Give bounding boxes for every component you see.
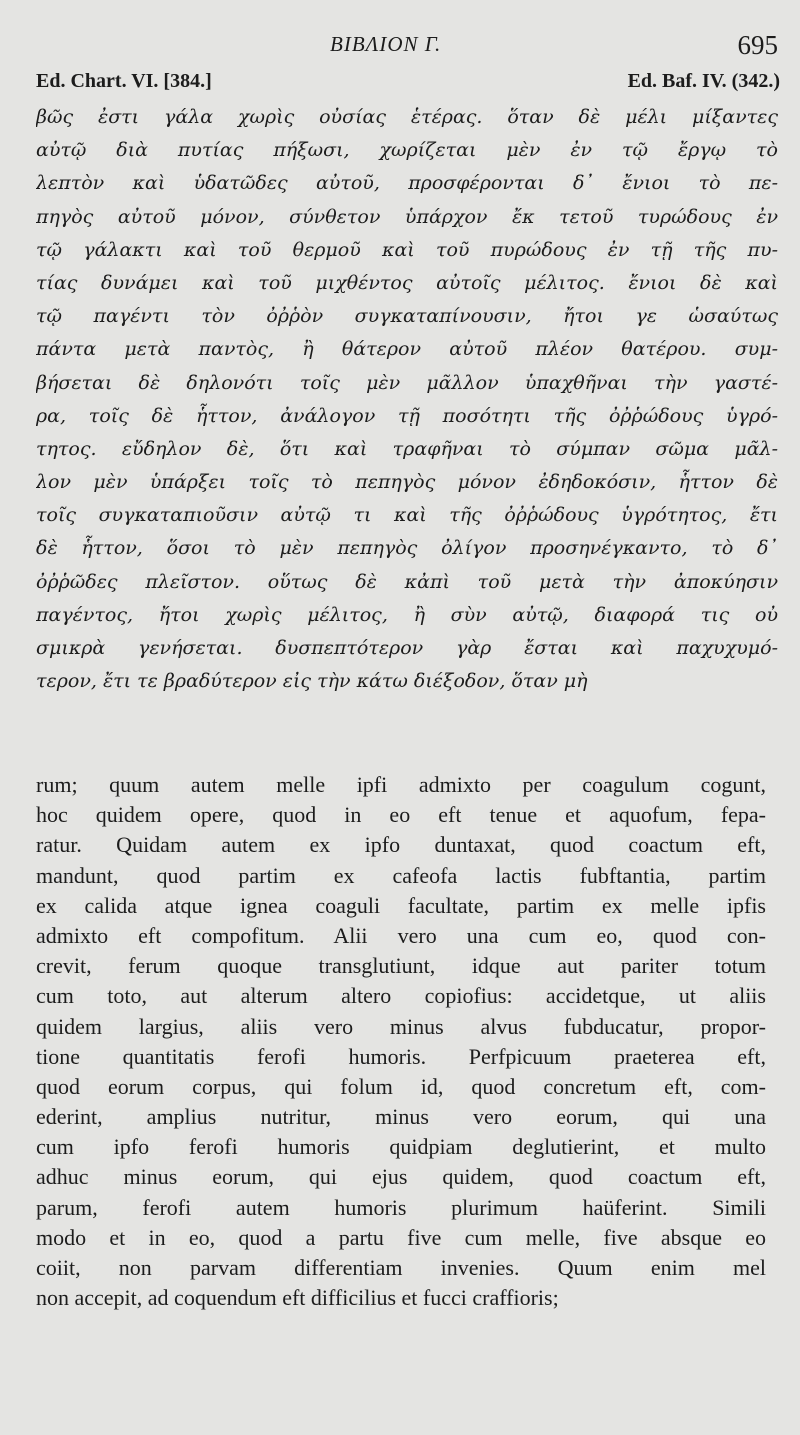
greek-text-line: τῷ παγέντι τὸν ὀῤῥὸν συγκαταπίνουσιν, ἤτοι γε ὡσαύτως bbox=[36, 305, 778, 328]
latin-text-line: hoc quidem opere, quod in eo eft tenue et aquofum, fepa- bbox=[36, 802, 766, 828]
latin-text-line: ratur. Quidam autem ex ipfo duntaxat, quod coactum eft, bbox=[36, 832, 766, 858]
latin-text-line: coiit, non parvam differentiam invenies. Quum enim mel bbox=[36, 1255, 766, 1280]
greek-text-line: βῶς ἐστι γάλα χωρὶς οὐσίας ἑτέρας. ὅταν δὲ μέλι μίξαντες bbox=[36, 106, 778, 128]
greek-text-line: τητος. εὔδηλον δὲ, ὅτι καὶ τραφῆναι τὸ σύμπαν σῶμα μᾶλ- bbox=[36, 437, 778, 460]
latin-text-line: cum ipfo ferofi humoris quidpiam deglutierint, et multo bbox=[36, 1134, 766, 1160]
running-head bbox=[0, 30, 800, 64]
edition-basel: Ed. Baf. IV. (342.) bbox=[627, 70, 780, 92]
latin-text-line: quod eorum corpus, qui folum id, quod concretum eft, com- bbox=[36, 1073, 766, 1099]
greek-text-line: τοῖς συγκαταπιοῦσιν αὐτῷ τι καὶ τῆς ὀῤῥώδους ὑγρότητος, ἔτι bbox=[36, 504, 778, 527]
latin-text-line: cum toto, aut alterum altero copiofius: accidetque, ut aliis bbox=[36, 983, 766, 1009]
latin-text-line: adhuc minus eorum, qui ejus quidem, quod coactum eft, bbox=[36, 1164, 766, 1190]
latin-text-line: modo et in eo, quod a partu five cum melle, five absque eo bbox=[36, 1224, 766, 1250]
edition-references bbox=[36, 70, 780, 98]
greek-text-line: πάντα μετὰ παντὸς, ἢ θάτερον αὐτοῦ πλέον θατέρου. συμ- bbox=[36, 338, 778, 361]
latin-text-line: admixto eft compofitum. Alii vero una cum eo, quod con- bbox=[36, 922, 766, 948]
greek-text-line: ὀῤῥῶδες πλεῖστον. οὕτως δὲ κἀπὶ τοῦ μετὰ τὴν ἀποκύησιν bbox=[36, 570, 778, 593]
latin-text-line: non accepit, ad coquendum eft difficilius et fucci craffioris; bbox=[36, 1285, 559, 1311]
latin-text-line: rum; quum autem melle ipfi admixto per coagulum cogunt, bbox=[36, 772, 766, 797]
greek-text-line: σμικρὰ γενήσεται. δυσπεπτότερον γὰρ ἔσται καὶ παχυχυμό- bbox=[36, 637, 778, 659]
greek-text-line: αὐτῷ διὰ πυτίας πήξωσι, χωρίζεται μὲν ἐν τῷ ἔργῳ τὸ bbox=[36, 139, 778, 162]
edition-chartier: Ed. Chart. VI. [384.] bbox=[36, 70, 212, 92]
latin-text-line: mandunt, quod partim ex cafeofa lactis fubftantia, partim bbox=[36, 862, 766, 888]
latin-text-line: ex calida atque ignea coaguli facultate, partim ex melle ipfis bbox=[36, 892, 766, 918]
latin-text-line: quidem largius, aliis vero minus alvus fubducatur, propor- bbox=[36, 1013, 766, 1039]
latin-text-line: tione quantitatis ferofi humoris. Perfpicuum praeterea eft, bbox=[36, 1043, 766, 1069]
latin-text-line: crevit, ferum quoque transglutiunt, idque aut pariter totum bbox=[36, 953, 766, 979]
greek-text-line: λεπτὸν καὶ ὑδατῶδες αὐτοῦ, προσφέρονται δ᾽ ἔνιοι τὸ πε- bbox=[36, 172, 778, 195]
greek-text-line: τίας δυνάμει καὶ τοῦ μιχθέντος αὐτοῖς μέλιτος. ἔνιοι δὲ καὶ bbox=[36, 271, 778, 294]
greek-text-line: παγέντος, ἤτοι χωρὶς μέλιτος, ἢ σὺν αὐτῷ, διαφορά τις οὐ bbox=[36, 603, 778, 626]
greek-text-line: ρα, τοῖς δὲ ἧττον, ἀνάλογον τῇ ποσότητι τῆς ὀῤῥώδους ὑγρό- bbox=[36, 404, 778, 427]
greek-text-line: τῷ γάλακτι καὶ τοῦ θερμοῦ καὶ τοῦ πυρώδους ἐν τῇ τῆς πυ- bbox=[36, 238, 778, 261]
latin-text-line: parum, ferofi autem humoris plurimum haüferint. Simili bbox=[36, 1194, 766, 1220]
greek-text-block bbox=[36, 101, 778, 698]
book-title: ΒΙΒΛΙΟΝ Γ. bbox=[330, 32, 442, 56]
latin-text-block bbox=[36, 770, 766, 1313]
latin-text-line: ederint, amplius nutritur, minus vero eorum, qui una bbox=[36, 1104, 766, 1130]
page-number: 695 bbox=[737, 30, 778, 60]
greek-text-line: λον μὲν ὑπάρξει τοῖς τὸ πεπηγὸς μόνον ἐδηδοκόσιν, ἧττον δὲ bbox=[36, 471, 778, 494]
greek-text-line: τερον, ἔτι τε βραδύτερον εἰς τὴν κάτω διέξοδον, ὅταν μὴ bbox=[36, 670, 588, 693]
greek-text-line: πηγὸς αὐτοῦ μόνον, σύνθετον ὑπάρχον ἔκ τετοῦ τυρώδους ἐν bbox=[36, 205, 778, 228]
greek-text-line: βήσεται δὲ δηλονότι τοῖς μὲν μᾶλλον ὑπαχθῆναι τὴν γαστέ- bbox=[36, 371, 778, 394]
greek-text-line: δὲ ἧττον, ὅσοι τὸ μὲν πεπηγὸς ὀλίγον προσηνέγκαντο, τὸ δ᾽ bbox=[36, 537, 778, 560]
